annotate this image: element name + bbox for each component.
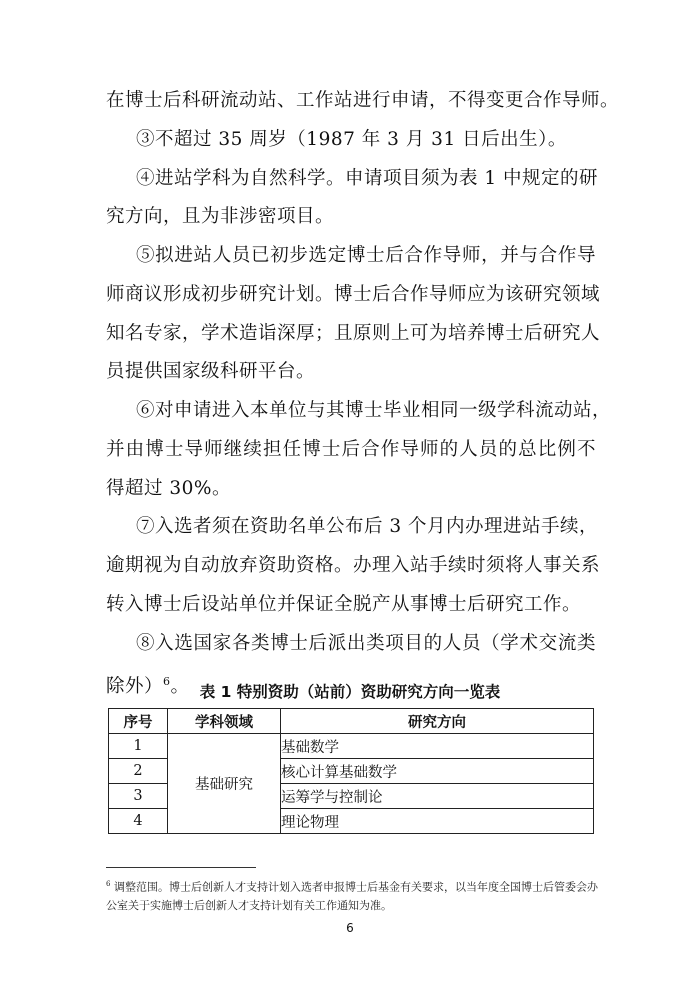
body-line: ⑤拟进站人员已初步选定博士后合作导师，并与合作导 [136,245,596,266]
body-line: 在博士后科研流动站、工作站进行申请，不得变更合作导师。 [106,90,620,111]
page-number: 6 [346,921,354,935]
body-line-text: 除外） [106,676,164,698]
body-line: ⑧入选国家各类博士后派出类项目的人员（学术交流类 [136,633,596,654]
footnote [106,875,606,915]
body-line: ⑦入选者须在资助名单公布后 3 个月内办理进站手续， [136,516,599,537]
row-direction: 基础数学 [281,734,594,759]
body-line: 逾期视为自动放弃资助资格。办理入站手续时须将人事关系 [106,555,601,576]
header-direction: 研究方向 [281,709,594,734]
body-line: 得超过 30%。 [106,478,232,499]
header-field: 学科领域 [168,709,281,734]
row-number: 1 [109,734,168,759]
body-line: 并由博士导师继续担任博士后合作导师的人员的总比例不 [106,439,596,460]
footnote-divider [106,867,256,868]
body-line-end: 。 [170,676,190,698]
body-line: 员提供国家级科研平台。 [106,361,316,382]
body-line: 转入博士后设站单位并保证全脱产从事博士后研究工作。 [106,594,582,615]
body-line: ③不超过 35 周岁（1987 年 3 月 31 日后出生）。 [136,129,567,150]
table-caption: 表 1 特别资助（站前）资助研究方向一览表 [199,683,501,701]
research-direction-table [108,708,594,834]
body-line: ④进站学科为自然科学。申请项目须为表 1 中规定的研 [136,168,599,189]
body-line: ⑥对申请进入本单位与其博士毕业相同一级学科流动站， [136,400,612,421]
row-number: 2 [109,759,168,784]
row-number: 4 [109,809,168,834]
row-number: 3 [109,784,168,809]
footnote-mark: 6 [106,880,111,888]
table-header-row [109,709,594,734]
field-cell: 基础研究 [168,734,281,834]
footnote-text: 调整范围。博士后创新人才支持计划入选者申报博士后基金有关要求，以当年度全国博士后管委会办公室关于实施博士后创新人才支持计划有关工作通知为准。 [106,880,598,912]
body-line: 师商议形成初步研究计划。博士后合作导师应为该研究领域 [106,284,601,305]
header-number: 序号 [109,709,168,734]
row-direction: 理论物理 [281,809,594,834]
row-direction: 运筹学与控制论 [281,784,594,809]
row-direction: 核心计算基础数学 [281,759,594,784]
body-line: 究方向，且为非涉密项目。 [106,206,335,227]
body-line: 知名专家，学术造诣深厚；且原则上可为培养博士后研究人 [106,323,601,344]
footnote-reference[interactable]: 6 [163,675,171,688]
table-row [109,734,594,759]
